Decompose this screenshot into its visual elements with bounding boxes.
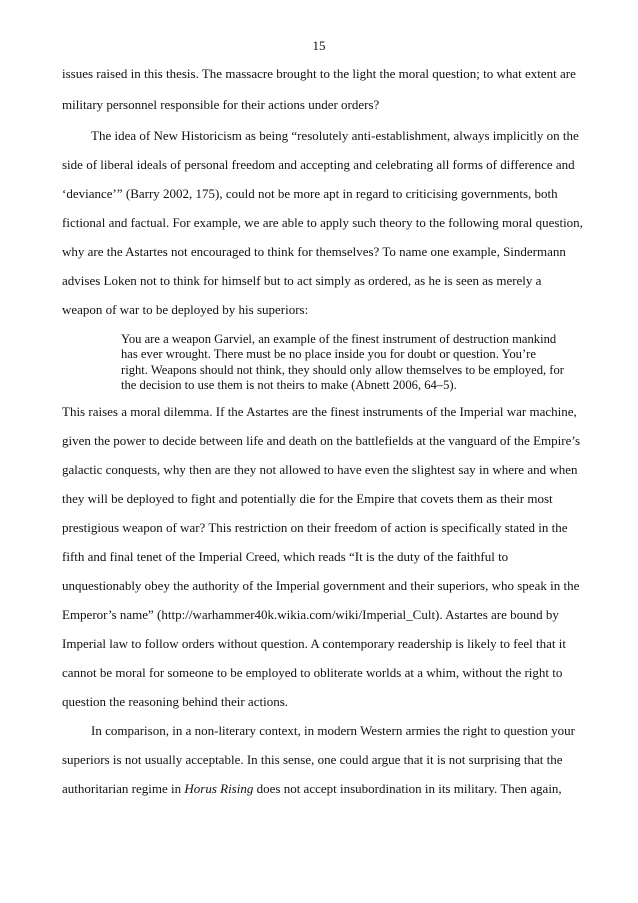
text-line: why are the Astartes not encouraged to think for themselves? To name one example, Sindermann: [62, 244, 566, 259]
text-line: Emperor’s name” (http://warhammer40k.wikia.com/wiki/Imperial_Cult). Astartes are bound by: [62, 607, 559, 622]
text-line: advises Loken not to think for himself but to act simply as ordered, as he is seen as merely a: [62, 273, 542, 288]
text-line: fifth and final tenet of the Imperial Creed, which reads “It is the duty of the faithful to: [62, 549, 509, 564]
text-line: weapon of war to be deployed by his superiors:: [62, 302, 309, 317]
text-line: question the reasoning behind their actions.: [62, 694, 289, 709]
text-line: Imperial law to follow orders without question. A contemporary readership is likely to feel that it: [62, 636, 566, 651]
text-line: prestigious weapon of war? This restriction on their freedom of action is specifically stated in the: [62, 520, 568, 535]
text-line: In comparison, in a non-literary context, in modern Western armies the right to question your: [91, 723, 575, 738]
text-run: authoritarian regime in: [62, 781, 185, 796]
text-line: issues raised in this thesis. The massacre brought to the light the moral question; to what extent are: [62, 66, 576, 81]
book-title: Horus Rising: [184, 781, 254, 796]
text-line: side of liberal ideals of personal freedom and accepting and celebrating all forms of difference and: [62, 157, 575, 172]
text-run: does not accept insubordination in its military. Then again,: [253, 781, 562, 796]
block-quote-line: You are a weapon Garviel, an example of the finest instrument of destruction mankind: [121, 332, 557, 346]
text-line: military personnel responsible for their actions under orders?: [62, 97, 380, 112]
block-quote-line: the decision to use them is not theirs to make (Abnett 2006, 64–5).: [121, 378, 457, 392]
text-line: [62, 781, 562, 797]
text-line: fictional and factual. For example, we are able to apply such theory to the following moral question,: [62, 215, 583, 230]
text-line: This raises a moral dilemma. If the Astartes are the finest instruments of the Imperial war machine,: [62, 404, 577, 419]
page-number: 15: [312, 38, 326, 53]
text-line: given the power to decide between life and death on the battlefields at the vanguard of the Empire’s: [62, 433, 581, 448]
block-quote-line: has ever wrought. There must be no place inside you for doubt or question. You’re: [121, 347, 536, 361]
block-quote-line: right. Weapons should not think, they should only allow themselves to be employed, for: [121, 363, 564, 377]
text-line: unquestionably obey the authority of the Imperial government and their superiors, who speak in the: [62, 578, 580, 593]
text-line: cannot be moral for someone to be employed to obliterate worlds at a whim, without the right to: [62, 665, 563, 680]
text-line: they will be deployed to fight and potentially die for the Empire that covets them as their most: [62, 491, 553, 506]
text-line: galactic conquests, why then are they not allowed to have even the slightest say in where and when: [62, 462, 578, 477]
text-line: The idea of New Historicism as being “resolutely anti-establishment, always implicitly on the: [91, 128, 579, 143]
text-line: superiors is not usually acceptable. In this sense, one could argue that it is not surprising that the: [62, 752, 563, 767]
text-line: ‘deviance’” (Barry 2002, 175), could not be more apt in regard to criticising governments, both: [62, 186, 558, 201]
